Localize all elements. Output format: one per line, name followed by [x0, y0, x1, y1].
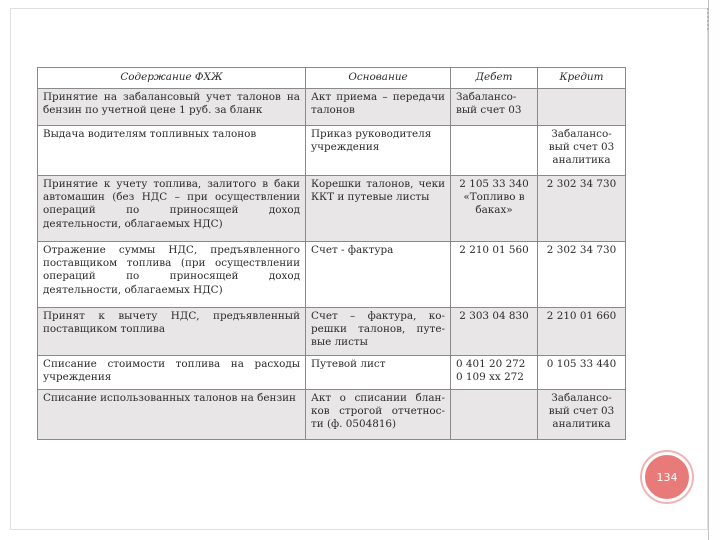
header-credit: Кредит [538, 68, 626, 89]
cell-content: Отражение суммы НДС, предъявленного поставщиком топлива (при осуществлении операций по приносящей доход деятельности, облагаемых НДС) [38, 242, 306, 308]
cell-credit: 2 210 01 660 [538, 308, 626, 356]
table-row [38, 356, 626, 390]
accounting-entries-table [37, 67, 626, 440]
cell-debit [451, 390, 538, 440]
table-row [38, 89, 626, 126]
decorative-line [708, 0, 709, 540]
cell-content: Выдача водителям топливных талонов [38, 126, 306, 176]
cell-basis: Счет - фактура [306, 242, 451, 308]
cell-credit: 0 105 33 440 [538, 356, 626, 390]
cell-content: Принятие на забалансовый учет талонов на бензин по учетной цене 1 руб. за бланк [38, 89, 306, 126]
cell-debit: 0 401 20 272 0 109 xx 272 [451, 356, 538, 390]
page-number-badge: 134 [642, 452, 692, 502]
cell-basis: Акт приема – передачи талонов [306, 89, 451, 126]
table-row [38, 390, 626, 440]
header-debit: Дебет [451, 68, 538, 89]
cell-basis: Акт о списании блан-ков строгой отчетнос-ти (ф. 0504816) [306, 390, 451, 440]
table-row [38, 126, 626, 176]
cell-debit: 2 105 33 340 «Топливо в баках» [451, 176, 538, 242]
table-header-row [38, 68, 626, 89]
header-basis: Основание [306, 68, 451, 89]
cell-content: Списание использованных талонов на бензин [38, 390, 306, 440]
cell-credit [538, 89, 626, 126]
cell-basis: Счет – фактура, ко-решки талонов, путе-вые листы [306, 308, 451, 356]
cell-basis: Корешки талонов, чеки ККТ и путевые листы [306, 176, 451, 242]
cell-debit: Забалансо-вый счет 03 [451, 89, 538, 126]
table-row [38, 308, 626, 356]
cell-debit: 2 303 04 830 [451, 308, 538, 356]
cell-credit: 2 302 34 730 [538, 176, 626, 242]
cell-credit: 2 302 34 730 [538, 242, 626, 308]
cell-basis: Приказ руководителя учреждения [306, 126, 451, 176]
header-content: Содержание ФХЖ [38, 68, 306, 89]
table-row [38, 176, 626, 242]
cell-basis: Путевой лист [306, 356, 451, 390]
cell-debit: 2 210 01 560 [451, 242, 538, 308]
cell-content: Принят к вычету НДС, предъявленный поставщиком топлива [38, 308, 306, 356]
cell-credit: Забалансо-вый счет 03 аналитика [538, 126, 626, 176]
table-row [38, 242, 626, 308]
cell-content: Принятие к учету топлива, залитого в баки автомашин (без НДС – при осуществлении операций по приносящей доход деятельности, облагаемых НДС) [38, 176, 306, 242]
cell-content: Списание стоимости топлива на расходы учреждения [38, 356, 306, 390]
cell-credit: Забалансо-вый счет 03 аналитика [538, 390, 626, 440]
cell-debit [451, 126, 538, 176]
decorative-dots [707, 8, 714, 30]
